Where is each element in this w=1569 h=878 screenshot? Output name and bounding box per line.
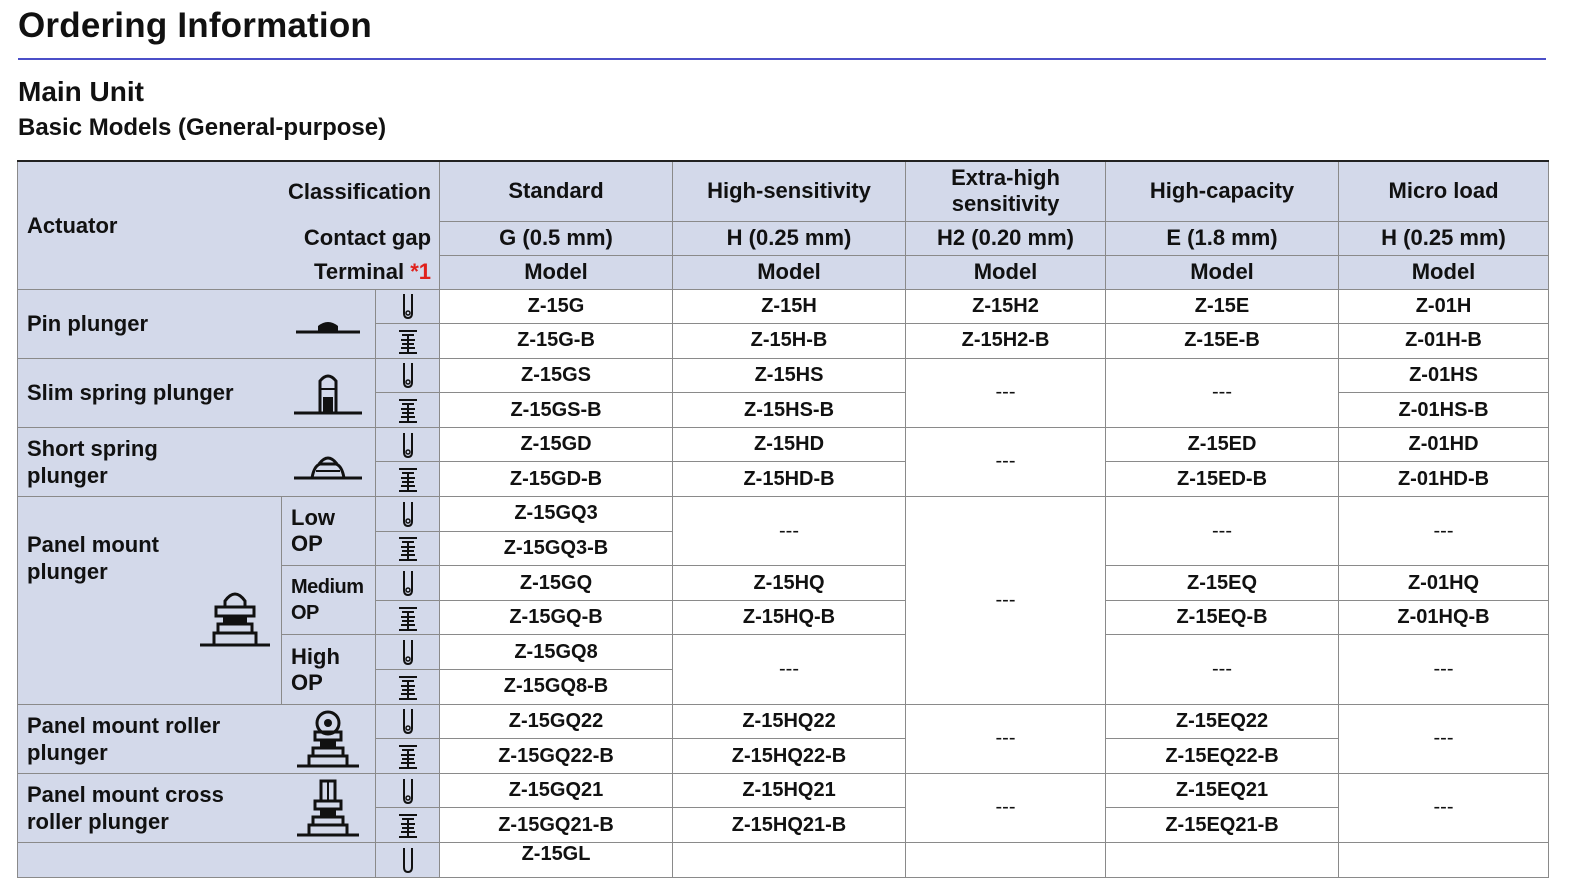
model-cell: Z-15GS — [440, 358, 673, 393]
model-cell: Z-15GS-B — [440, 393, 673, 428]
panel-mount-label: Panel mount plunger — [27, 532, 160, 585]
screw-terminal-icon — [376, 324, 440, 359]
col-header-extra-high-sensitivity — [906, 161, 1106, 221]
model-cell: Z-15EQ-B — [1106, 600, 1339, 635]
gap-high-sensitivity: H (0.25 mm) — [673, 221, 906, 255]
solder-terminal-icon — [376, 566, 440, 601]
not-available-cell: --- — [1106, 635, 1339, 704]
model-cell: Z-15HQ22 — [673, 704, 906, 739]
model-cell: Z-01HD — [1339, 427, 1549, 462]
classification-header — [282, 161, 440, 221]
not-available-cell: --- — [673, 497, 906, 566]
not-available-cell: --- — [1106, 358, 1339, 427]
model-cell: Z-15GD-B — [440, 462, 673, 497]
not-available-cell: --- — [906, 358, 1106, 427]
actuator-short-spring-plunger — [18, 427, 282, 496]
solder-terminal-icon — [376, 635, 440, 670]
high-op-text: High OP — [291, 643, 340, 695]
model-cell — [906, 843, 1106, 878]
not-available-cell: --- — [906, 427, 1106, 496]
not-available-cell: --- — [673, 635, 906, 704]
solder-terminal-icon — [376, 704, 440, 739]
terminal-footnote-mark: *1 — [410, 258, 432, 284]
solder-terminal-icon — [376, 497, 440, 532]
screw-terminal-icon — [376, 808, 440, 843]
model-cell: Z-15GL — [440, 843, 673, 878]
medium-op-text: Medium OP — [291, 576, 364, 625]
model-cell: Z-15GD — [440, 427, 673, 462]
screw-terminal-icon — [376, 462, 440, 497]
model-cell: Z-15ED-B — [1106, 462, 1339, 497]
not-available-cell: --- — [1106, 497, 1339, 566]
model-cell: Z-15HQ21-B — [673, 808, 906, 843]
model-cell: Z-15H — [673, 289, 906, 324]
model-label-micro-load: Model — [1339, 255, 1549, 289]
model-cell: Z-01HS-B — [1339, 393, 1549, 428]
not-available-cell: --- — [906, 497, 1106, 705]
model-cell: Z-15GQ22 — [440, 704, 673, 739]
actuator-header — [18, 161, 282, 289]
ordering-table — [17, 160, 1549, 878]
actuator-panel-mount-cross-roller-plunger — [18, 773, 282, 842]
title-divider — [18, 58, 1546, 60]
solder-terminal-icon — [376, 427, 440, 462]
model-cell: Z-15GQ3-B — [440, 531, 673, 566]
model-cell — [1339, 843, 1549, 878]
actuator-pin-plunger: Pin plunger — [18, 289, 282, 358]
model-cell: Z-15EQ22 — [1106, 704, 1339, 739]
model-cell: Z-15HS — [673, 358, 906, 393]
model-cell: Z-15HD — [673, 427, 906, 462]
model-cell: Z-01HS — [1339, 358, 1549, 393]
model-cell: Z-15E — [1106, 289, 1339, 324]
model-cell: Z-15EQ22-B — [1106, 739, 1339, 774]
actuator-panel-mount-roller-plunger — [18, 704, 282, 773]
terminal-label: Terminal — [314, 258, 411, 284]
model-cell: Z-15G — [440, 289, 673, 324]
not-available-cell: --- — [1339, 704, 1549, 773]
panel-mount-cross-roller-plunger-icon — [282, 773, 376, 842]
classification-label: Classification — [287, 178, 432, 204]
not-available-cell: --- — [906, 773, 1106, 842]
slim-spring-plunger-icon — [282, 358, 376, 427]
model-cell: Z-15H2-B — [906, 324, 1106, 359]
gap-standard: G (0.5 mm) — [440, 221, 673, 255]
actuator-slim-spring-plunger: Slim spring plunger — [18, 358, 282, 427]
short-spring-label: Short spring plunger — [27, 435, 158, 488]
model-cell: Z-15GQ-B — [440, 600, 673, 635]
model-cell: Z-15HQ-B — [673, 600, 906, 635]
gap-extra-high-sensitivity: H2 (0.20 mm) — [906, 221, 1106, 255]
actuator-header-label: Actuator — [27, 212, 118, 238]
model-cell: Z-15H-B — [673, 324, 906, 359]
low-op-label — [282, 497, 376, 566]
model-label-extra-high-sensitivity: Model — [906, 255, 1106, 289]
panel-mount-roller-plunger-icon — [282, 704, 376, 773]
model-cell: Z-15HQ — [673, 566, 906, 601]
pin-plunger-icon — [282, 289, 376, 358]
model-cell: Z-15GQ21 — [440, 773, 673, 808]
extra-high-label: Extra-high sensitivity — [951, 165, 1060, 217]
model-cell: Z-15E-B — [1106, 324, 1339, 359]
model-cell: Z-15GQ — [440, 566, 673, 601]
not-available-cell: --- — [1339, 635, 1549, 704]
model-cell: Z-15GQ3 — [440, 497, 673, 532]
model-label-high-capacity: Model — [1106, 255, 1339, 289]
model-cell: Z-15H2 — [906, 289, 1106, 324]
model-label-standard: Model — [440, 255, 673, 289]
model-cell: Z-15HS-B — [673, 393, 906, 428]
model-cell: Z-15HQ22-B — [673, 739, 906, 774]
col-header-high-sensitivity: High-sensitivity — [673, 161, 906, 221]
contact-gap-header: Contact gap — [282, 221, 440, 255]
page-title: Ordering Information — [18, 6, 372, 45]
model-cell: Z-15GQ22-B — [440, 739, 673, 774]
model-cell: Z-15GQ21-B — [440, 808, 673, 843]
model-cell: Z-15GQ8 — [440, 635, 673, 670]
model-cell: Z-01HD-B — [1339, 462, 1549, 497]
col-header-micro-load: Micro load — [1339, 161, 1549, 221]
screw-terminal-icon — [376, 600, 440, 635]
model-cell: Z-15EQ — [1106, 566, 1339, 601]
col-header-standard: Standard — [440, 161, 673, 221]
model-cell: Z-15HQ21 — [673, 773, 906, 808]
solder-terminal-icon — [376, 289, 440, 324]
screw-terminal-icon — [376, 670, 440, 705]
panel-mount-plunger-icon — [196, 585, 274, 651]
model-cell: Z-15HD-B — [673, 462, 906, 497]
model-cell: Z-01HQ — [1339, 566, 1549, 601]
subsection-title: Basic Models (General-purpose) — [18, 114, 387, 141]
not-available-cell: --- — [1339, 773, 1549, 842]
short-spring-plunger-icon — [282, 427, 376, 496]
gap-micro-load: H (0.25 mm) — [1339, 221, 1549, 255]
actuator-next-row — [18, 843, 376, 878]
model-cell: Z-15GQ8-B — [440, 670, 673, 705]
solder-terminal-icon — [376, 773, 440, 808]
model-cell: Z-01HQ-B — [1339, 600, 1549, 635]
model-cell — [1106, 843, 1339, 878]
not-available-cell: --- — [906, 704, 1106, 773]
screw-terminal-icon — [376, 739, 440, 774]
high-op-label — [282, 635, 376, 704]
model-cell: Z-15EQ21 — [1106, 773, 1339, 808]
model-cell: Z-15EQ21-B — [1106, 808, 1339, 843]
panel-roller-label: Panel mount roller plunger — [27, 712, 221, 765]
medium-op-label — [282, 566, 376, 635]
solder-terminal-icon — [376, 358, 440, 393]
model-cell — [673, 843, 906, 878]
panel-cross-roller-label: Panel mount cross roller plunger — [27, 781, 224, 834]
model-cell: Z-01H-B — [1339, 324, 1549, 359]
model-cell: Z-15ED — [1106, 427, 1339, 462]
col-header-high-capacity: High-capacity — [1106, 161, 1339, 221]
low-op-text: Low OP — [291, 505, 335, 557]
gap-high-capacity: E (1.8 mm) — [1106, 221, 1339, 255]
solder-terminal-icon — [376, 843, 440, 878]
not-available-cell: --- — [1339, 497, 1549, 566]
section-title: Main Unit — [18, 76, 144, 107]
screw-terminal-icon — [376, 393, 440, 428]
model-cell: Z-01H — [1339, 289, 1549, 324]
screw-terminal-icon — [376, 531, 440, 566]
terminal-header — [282, 255, 440, 289]
model-cell: Z-15G-B — [440, 324, 673, 359]
model-label-high-sensitivity: Model — [673, 255, 906, 289]
actuator-panel-mount-plunger — [18, 497, 282, 705]
